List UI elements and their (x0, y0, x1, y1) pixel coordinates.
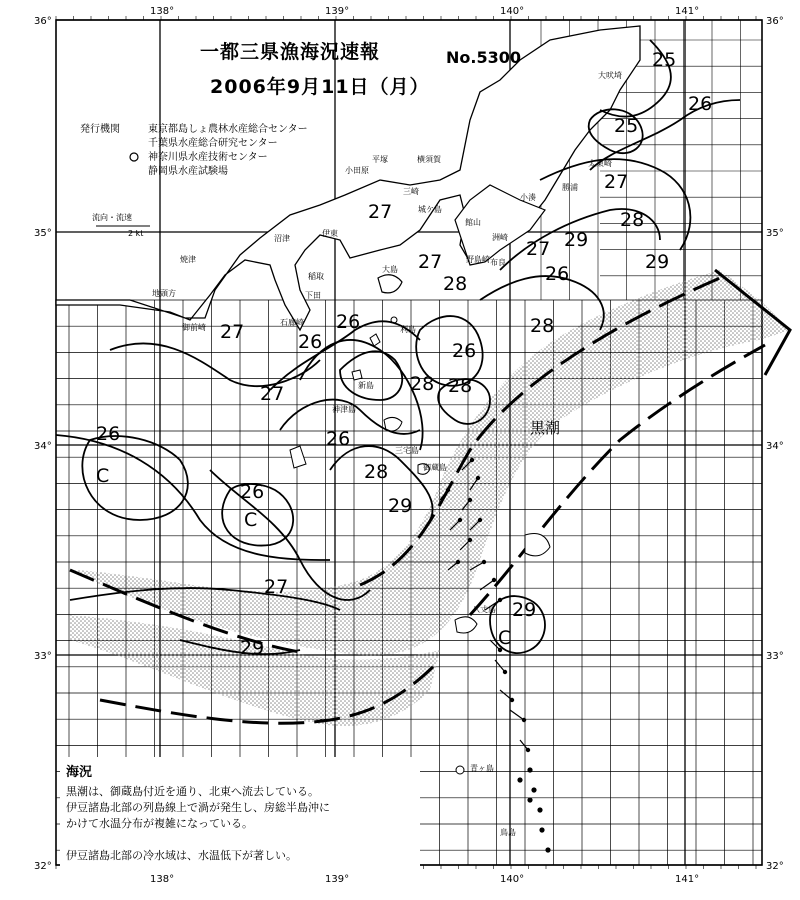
place-label: 鳥島 (500, 828, 516, 837)
isotherm-label: 26 (336, 311, 361, 333)
station-dot (538, 808, 542, 812)
current-arrow-head (482, 560, 485, 563)
lat-label-right: 35° (766, 228, 784, 239)
station-dot (528, 768, 532, 772)
place-label: 石廊崎 (280, 318, 304, 327)
lon-label-top: 139° (325, 6, 350, 17)
station-dot (518, 778, 522, 782)
isotherm-label: 28 (530, 315, 555, 337)
place-label: 大吠埼 (598, 71, 622, 80)
isotherm-28-inner (340, 351, 402, 400)
isotherm-27-west (110, 343, 320, 386)
lat-label-right: 36° (766, 16, 784, 27)
place-label: 利島 (400, 325, 416, 334)
place-label: 青ヶ島 (470, 764, 494, 773)
place-label: 野島崎 (466, 255, 490, 264)
lat-label-left: 36° (34, 16, 52, 27)
notes-line-1: 黒潮は、御蔵島付近を通り、北東へ流去している。 (66, 785, 319, 798)
place-label: 伊東 (322, 229, 338, 238)
place-label: 小田原 (345, 166, 369, 175)
outer-island (525, 534, 550, 556)
issuer-chiba: 千葉県水産総合研究センター (148, 138, 278, 149)
current-arrow-head (446, 488, 449, 491)
current-arrow-head (468, 538, 471, 541)
hachijojima (455, 617, 477, 633)
isotherm-26-loop (210, 470, 370, 600)
station-dot (540, 828, 544, 832)
place-label: 小湊 (520, 193, 536, 202)
isotherm-label: 26 (545, 263, 570, 285)
notes-line-3: かけて水温分布が複雑になっている。 (66, 817, 253, 830)
place-label: 勝浦 (562, 183, 578, 192)
place-label: 平塚 (372, 155, 388, 164)
notes-line-2: 伊豆諸島北部の列島線上で渦が発生し、房総半島沖に (66, 801, 330, 814)
current-arrow-head (458, 518, 461, 521)
current-arrow-head (492, 578, 495, 581)
isotherm-label: 28 (364, 461, 389, 483)
lat-label-left: 34° (34, 441, 52, 452)
isotherm-label: 29 (388, 495, 413, 517)
place-label: 三宅島 (395, 446, 419, 455)
cold-water-mark: C (96, 465, 110, 487)
isotherm-label: 27 (260, 383, 285, 405)
isotherm-label: 28 (620, 209, 645, 231)
notes-heading: 海況 (66, 765, 93, 780)
lat-label-right: 32° (766, 861, 784, 872)
place-label: 洲崎 (492, 233, 508, 242)
issuer-shizuoka: 静岡県水産試験場 (148, 166, 228, 177)
current-arrow-head (476, 476, 479, 479)
lon-label-bottom: 139° (325, 874, 350, 885)
report-number: No.5300 (446, 48, 521, 67)
place-label: 沼津 (274, 234, 290, 243)
isotherm-label: 27 (264, 576, 289, 598)
place-label: 地頭方 (152, 289, 176, 298)
flow-legend-label: 流向・流速 (92, 213, 132, 222)
place-label: 御前崎 (182, 323, 206, 332)
current-arrow-head (498, 598, 501, 601)
lat-label-left: 32° (34, 861, 52, 872)
aogashima (456, 766, 464, 774)
station-dot (528, 798, 532, 802)
current-arrow-head (456, 560, 459, 563)
isotherm-label: 26 (452, 340, 477, 362)
isotherm-label: 29 (645, 251, 670, 273)
place-label: 館山 (465, 218, 481, 227)
lat-label-left: 35° (34, 228, 52, 239)
current-arrow-head (522, 718, 525, 721)
place-label: 焼津 (180, 255, 196, 264)
izu-oshima (378, 275, 402, 293)
lon-label-bottom: 141° (675, 874, 700, 885)
place-label: 八丈島 (472, 605, 496, 614)
current-arrow-head (478, 518, 481, 521)
lon-label-bottom: 138° (150, 874, 175, 885)
isotherm-label: 28 (448, 375, 473, 397)
current-arrow-head (526, 748, 529, 751)
lat-label-right: 33° (766, 651, 784, 662)
lon-label-top: 140° (500, 6, 525, 17)
isotherm-label: 26 (688, 93, 713, 115)
place-label: 大島 (382, 265, 398, 274)
isotherm-label: 26 (96, 423, 121, 445)
isotherm-label: 27 (526, 238, 551, 260)
cold-water-mark: C (244, 509, 258, 531)
place-label: 稲取 (308, 272, 324, 281)
kuroshio-label: 黒潮 (530, 419, 561, 437)
kozushima (352, 370, 362, 380)
issuer-tokyo: 東京都島しょ農林水産総合センター (148, 124, 308, 135)
isotherm-label: 27 (368, 201, 393, 223)
current-arrow-head (503, 670, 506, 673)
isotherm-label: 27 (604, 171, 629, 193)
report-date: 2006年9月11日（月） (210, 76, 430, 98)
issuer-label: 発行機関 (80, 124, 120, 135)
lon-label-top: 138° (150, 6, 175, 17)
isotherm-label: 27 (220, 321, 245, 343)
isotherm-label: 27 (418, 251, 443, 273)
current-arrow (510, 710, 524, 720)
station-dot (546, 848, 550, 852)
place-label: 城ケ島 (418, 205, 442, 214)
lon-label-top: 141° (675, 6, 700, 17)
current-arrow-head (468, 498, 471, 501)
station-dot (532, 788, 536, 792)
cold-water-mark: C (498, 627, 512, 649)
flow-legend-speed: 2 kt (128, 229, 144, 238)
place-label: 布良 (490, 258, 506, 267)
place-label: 太東崎 (588, 159, 612, 168)
current-arrow-head (510, 698, 513, 701)
isotherm-label: 29 (240, 637, 265, 659)
isotherm-label: 26 (298, 331, 323, 353)
kanagawa-marker-icon (130, 153, 138, 161)
isotherm-label: 25 (652, 49, 677, 71)
zenisu-island (290, 446, 306, 468)
isotherm-label: 28 (443, 273, 468, 295)
isotherm-label: 29 (564, 229, 589, 251)
place-label: 新島 (358, 381, 374, 390)
isotherm-label: 26 (326, 428, 351, 450)
current-arrow-head (470, 458, 473, 461)
isotherm-label: 29 (512, 599, 537, 621)
place-label: 横須賀 (417, 155, 441, 164)
lon-label-bottom: 140° (500, 874, 525, 885)
issuer-kanagawa: 神奈川県水産技術センター (148, 152, 268, 163)
place-label: 三崎 (403, 187, 419, 196)
place-label: 神津島 (332, 405, 356, 414)
report-title: 一都三県漁海況速報 (200, 41, 381, 63)
isotherm-label: 28 (410, 373, 435, 395)
isotherm-label: 25 (614, 115, 639, 137)
lat-label-left: 33° (34, 651, 52, 662)
lat-label-right: 34° (766, 441, 784, 452)
notes-line-4: 伊豆諸島北部の冷水域は、水温低下が著しい。 (66, 849, 297, 862)
isotherm-label: 26 (240, 481, 265, 503)
place-label: 下田 (305, 291, 321, 300)
place-label: 御蔵島 (423, 463, 447, 472)
